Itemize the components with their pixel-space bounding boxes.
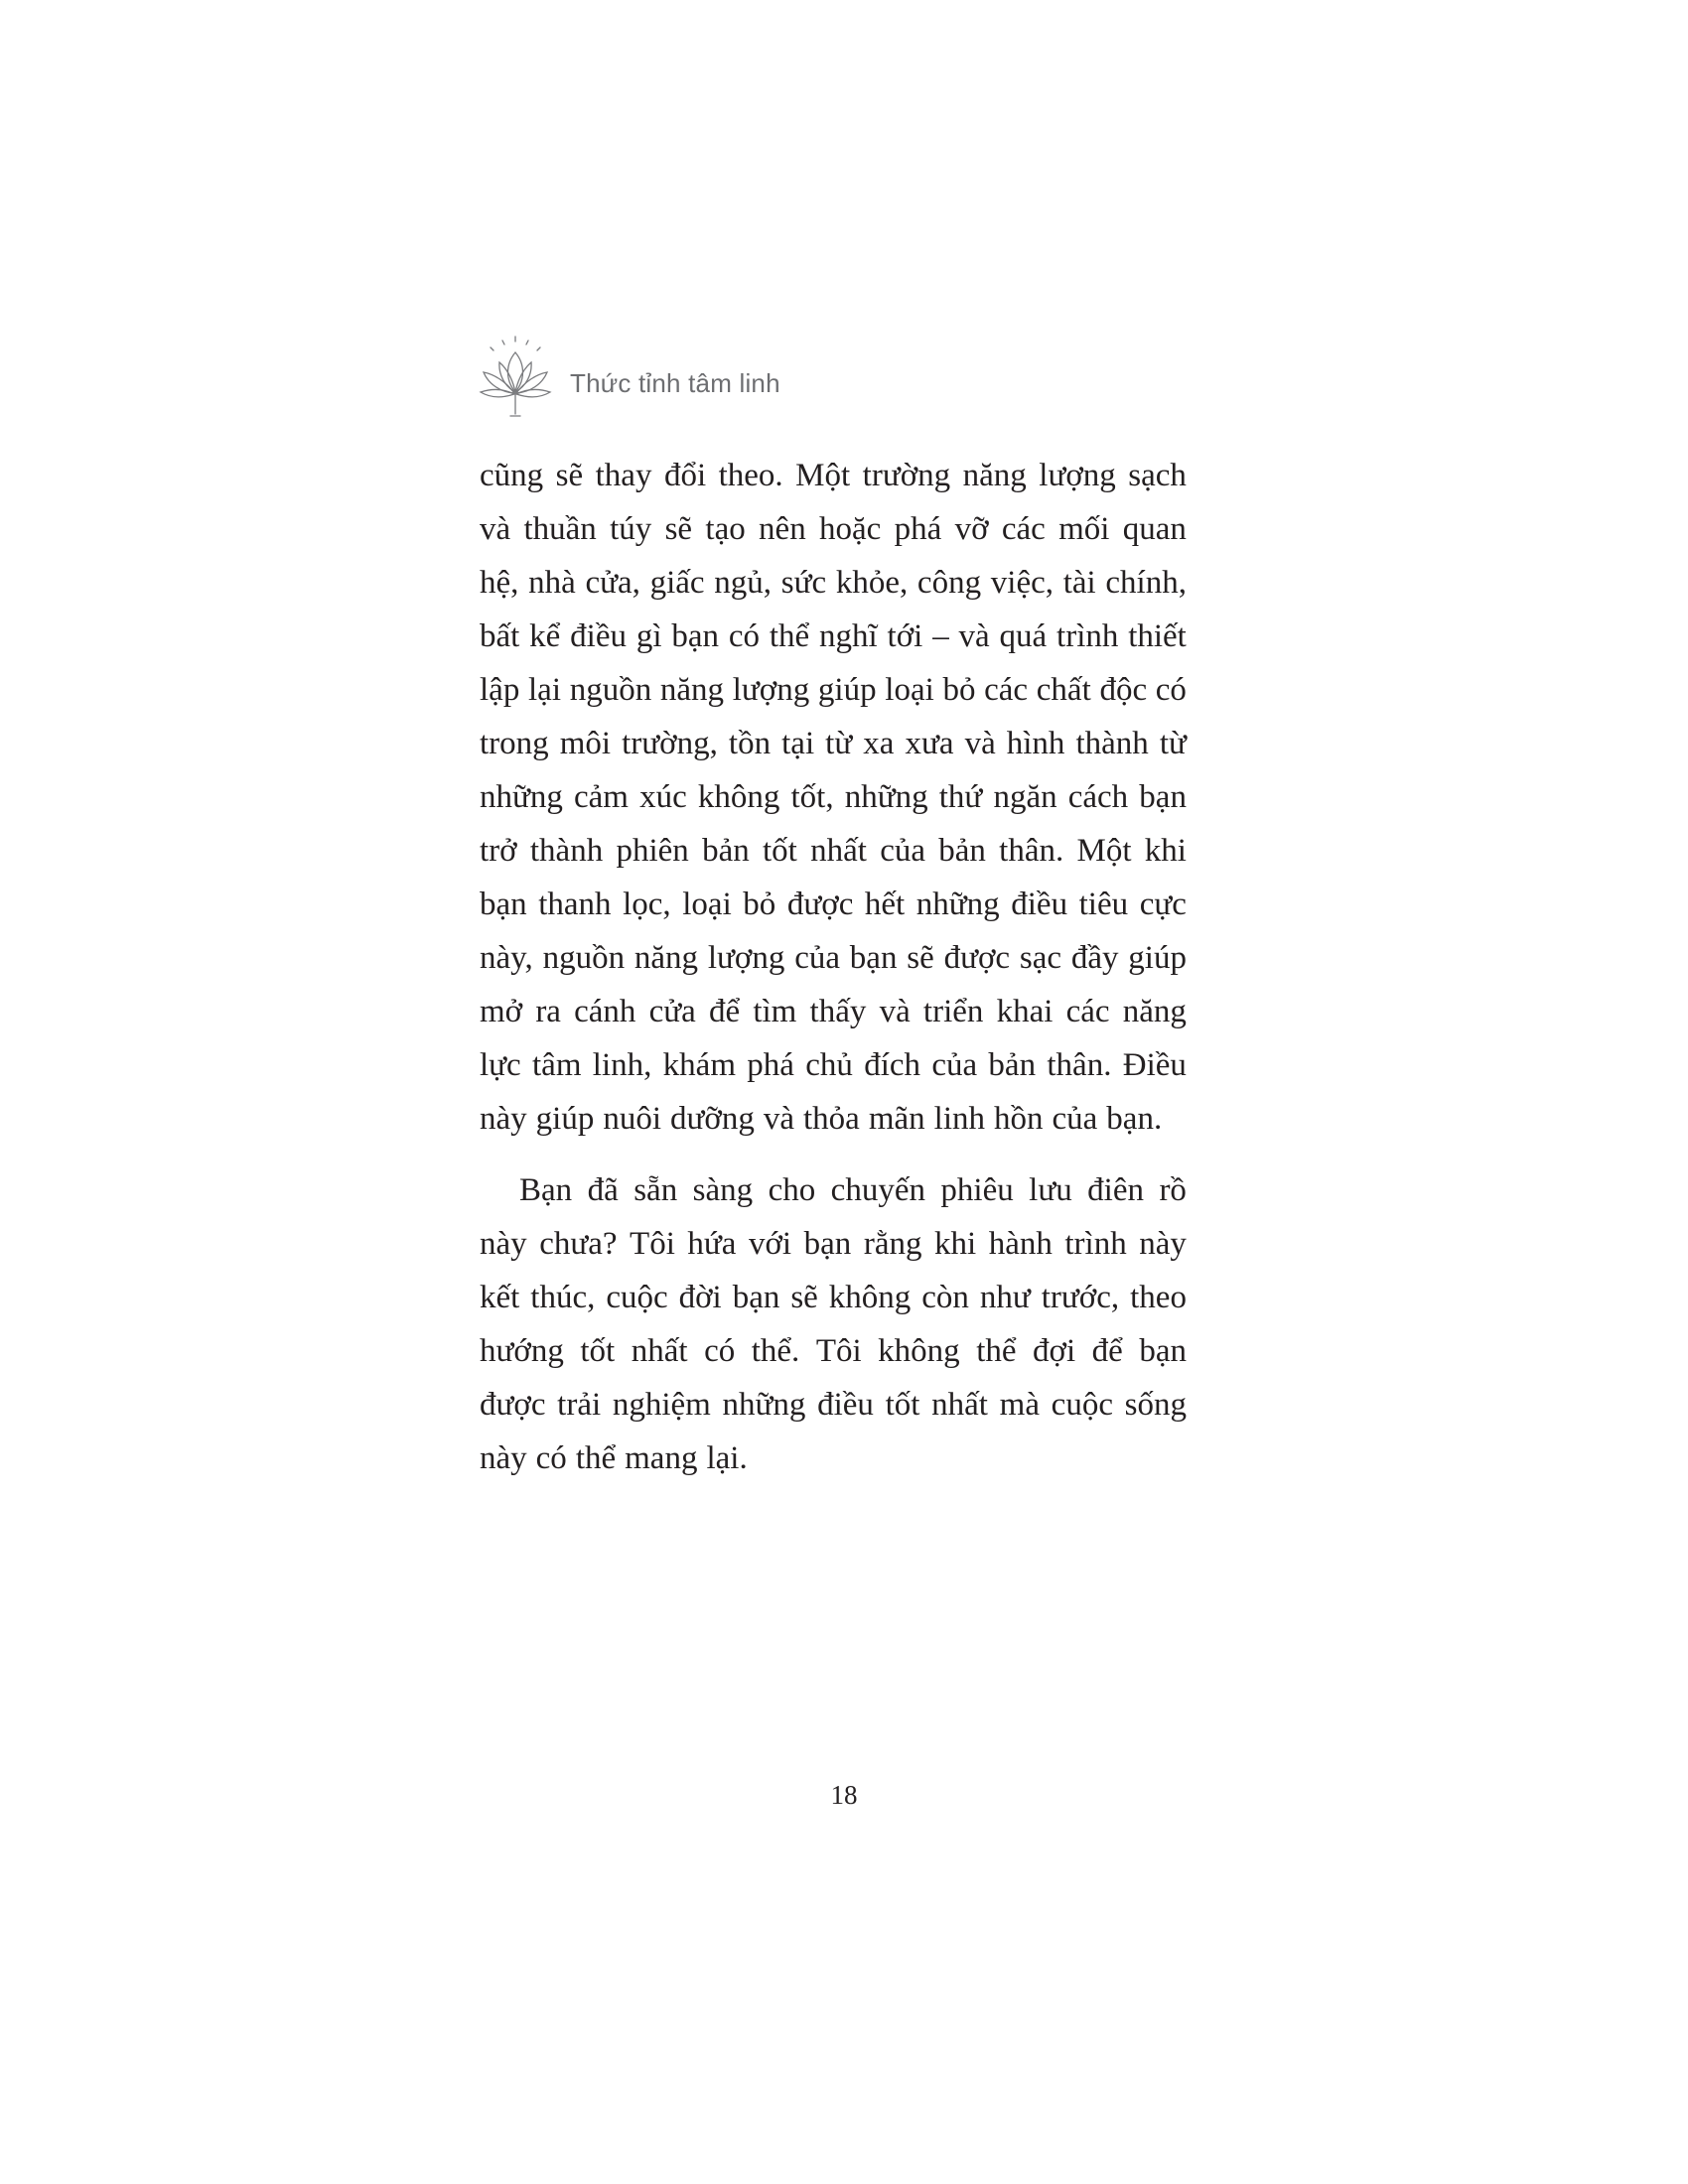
lotus-icon [473,333,558,422]
paragraph [480,1163,1187,1485]
text-line: hệ, nhà cửa, giấc ngủ, sức khỏe, công việc, tài chính, [480,565,1187,601]
text-line: lập lại nguồn năng lượng giúp loại bỏ các chất độc có [480,672,1187,708]
body-text [480,449,1187,1485]
text-line: này giúp nuôi dưỡng và thỏa mãn linh hồn của bạn. [480,1101,1163,1137]
text-line: Bạn đã sẵn sàng cho chuyến phiêu lưu điên rồ [519,1172,1187,1208]
text-line: này chưa? Tôi hứa với bạn rằng khi hành trình này [480,1226,1187,1262]
text-line: trong môi trường, tồn tại từ xa xưa và hình thành từ [480,726,1187,761]
text-line: lực tâm linh, khám phá chủ đích của bản thân. Điều [480,1047,1187,1083]
running-header [473,328,780,427]
text-line: kết thúc, cuộc đời bạn sẽ không còn như trước, theo [480,1280,1187,1315]
text-line: và thuần túy sẽ tạo nên hoặc phá vỡ các mối quan [480,511,1187,547]
text-line: bạn thanh lọc, loại bỏ được hết những điều tiêu cực [480,887,1187,922]
running-header-title: Thức tỉnh tâm linh [570,367,780,398]
paragraph [480,449,1187,1146]
text-line: này có thể mang lại. [480,1440,748,1476]
text-line: trở thành phiên bản tốt nhất của bản thân. Một khi [480,833,1187,869]
text-line: hướng tốt nhất có thể. Tôi không thể đợi để bạn [480,1333,1187,1369]
paragraph-gap [480,1146,1187,1163]
text-line: này, nguồn năng lượng của bạn sẽ được sạc đầy giúp [480,940,1187,976]
text-line: bất kể điều gì bạn có thể nghĩ tới – và quá trình thiết [480,618,1187,654]
page-number: 18 [830,1780,858,1810]
text-line: những cảm xúc không tốt, những thứ ngăn cách bạn [480,779,1187,815]
text-line: cũng sẽ thay đổi theo. Một trường năng lượng sạch [480,458,1187,493]
text-line: được trải nghiệm những điều tốt nhất mà cuộc sống [480,1387,1187,1423]
text-line: mở ra cánh cửa để tìm thấy và triển khai các năng [480,994,1187,1029]
